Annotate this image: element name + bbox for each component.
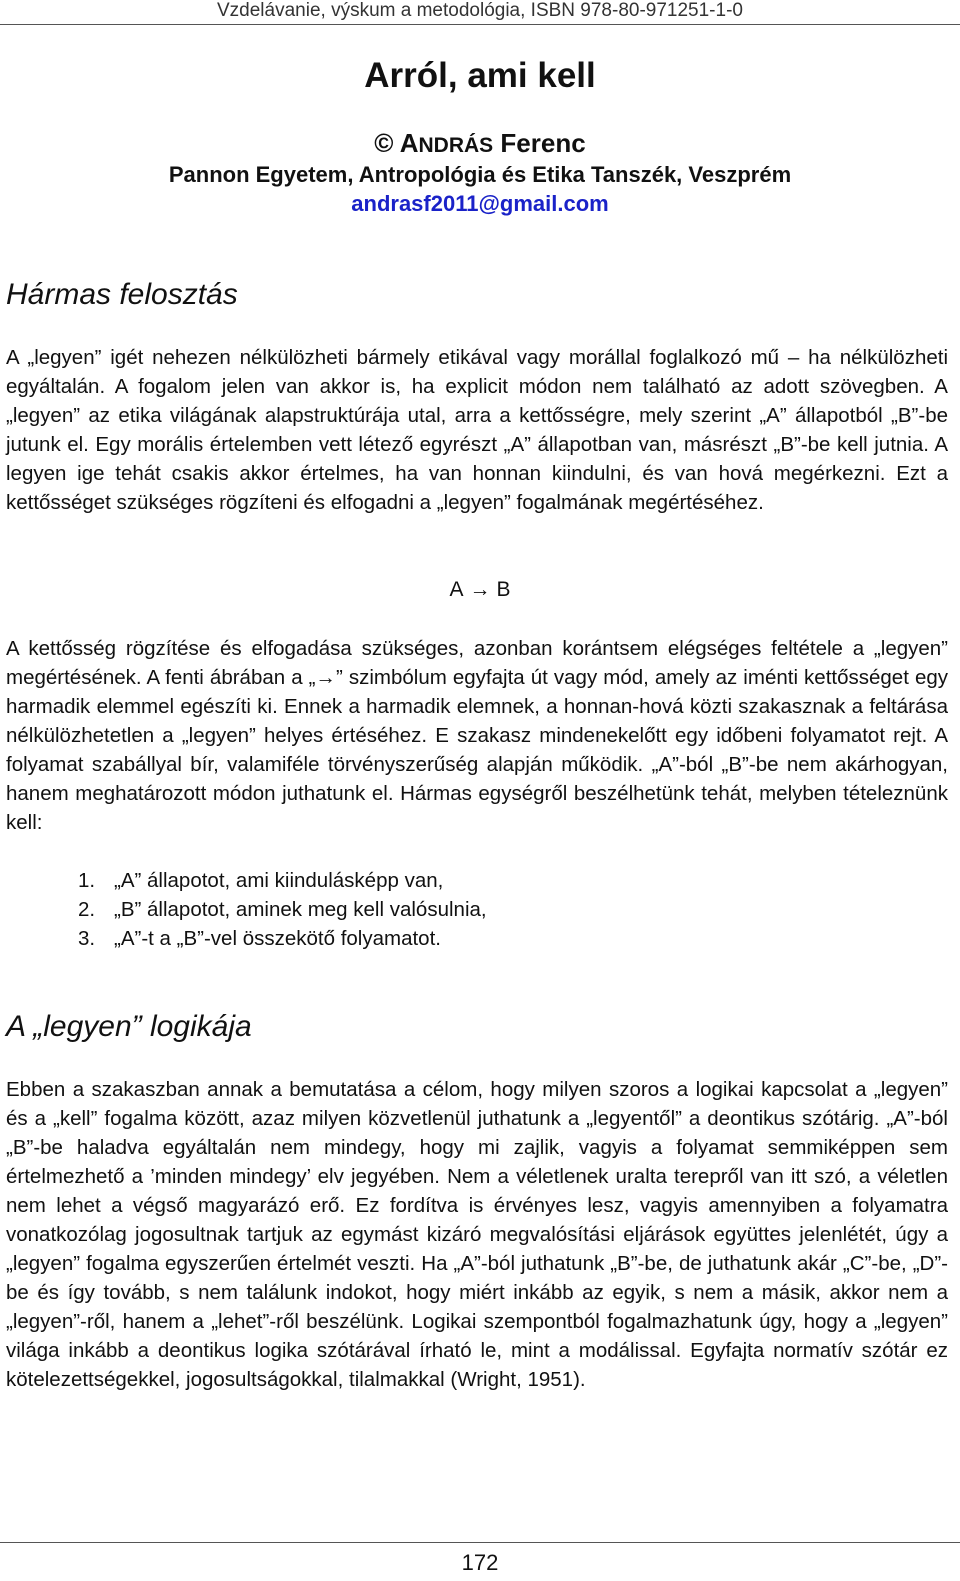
numbered-list: [6, 866, 706, 953]
arrow-icon: →: [469, 578, 491, 601]
list-item-number: 3.: [78, 927, 96, 950]
paragraph-1: A „legyen” igét nehezen nélkülözheti bármely etikával vagy morállal foglalkozó mű – ha nélkülözheti egyáltalán. A fogalom jelen van akkor is, ha explicit módon nem található az adott szövegben. A „legyen” az etika világának alapstruktúrája utal, arra a kettősségre, mely szerint „A” állapotból „B”-be jutunk el. Egy morális értelemben vett létező egyrészt „A” állapotban van, másrészt „B”-be kell jutnia. A legyen ige tehát csakis akkor értelmes, ha van honnan kiindulni, és van hová megérkezni. Ezt a kettősséget szükséges rögzíteni és elfogadni a „legyen” fogalmának megértéséhez.: [6, 346, 948, 514]
formula-left: A: [449, 578, 464, 601]
list-item-number: 1.: [78, 869, 96, 892]
running-header: Vzdelávanie, výskum a metodológia, ISBN 978-80-971251-1-0: [217, 0, 743, 21]
formula-a-to-b: [0, 575, 960, 604]
page-number: 172: [461, 1550, 499, 1575]
list-item: [6, 924, 706, 953]
copyright-symbol: ©: [374, 128, 394, 158]
list-item: [6, 866, 706, 895]
author-surname: [400, 128, 493, 158]
formula-right: B: [496, 578, 511, 601]
paper-title: Arról, ami kell: [364, 56, 596, 95]
section-heading-legyen-logikaja: A „legyen” logikája: [6, 1010, 252, 1043]
paragraph-3: Ebben a szakaszban annak a bemutatása a célom, hogy milyen szoros a logikai kapcsolat a „legyen” és a „kell” fogalma között, azaz milyen közvetlenül juthatunk a „legyentől” a deontikus szótárig. „A”-ból „B”-be haladva egyáltalán nem mindegy, hogy mi zajlik, vagyis a folyamat semmiképpen sem értelmezhető a ’minden mindegy’ elv jegyében. Nem a véletlenek uralta terepről van itt szó, a véletlen nem lehet a végső magyarázó erő. Ez fordítva is érvényes lesz, vagyis amennyiben a folyamatra vonatkozólag jogosultnak tartjuk az egymást kizáró megvalósítási eljárások együttes jelenlétét, úgy a „legyen” fogalma egyszerűen értelmét veszti. Ha „A”-ból juthatunk „B”-be, de juthatunk akár „C”-be, „D”-be és így tovább, s nem találunk indokot, hogy miért inkább az egyik, s nem a másik, akkor nem a „legyen”-ről, hanem a „lehet”-ről beszélünk. Logikai szempontból fogalmazhatunk úgy, hogy a „legyen” világa inkább a deontikus logika szótárával írható le, mint a modálissal. Egyfajta normatív szótár ez kötelezettségekkel, jogosultságokkal, tilalmakkal (Wright, 1951).: [6, 1078, 948, 1391]
list-item-text: „A” állapotot, ami kiindulásképp van,: [114, 869, 444, 892]
list-item-number: 2.: [78, 898, 96, 921]
author-line: [0, 126, 960, 163]
affiliation: Pannon Egyetem, Antropológia és Etika Tanszék, Veszprém: [168, 162, 792, 187]
header-rule: [0, 24, 960, 25]
section-heading-harmas-felosztas: Hármas felosztás: [6, 278, 238, 311]
list-item-text: „A”-t a „B”-vel összekötő folyamatot.: [114, 927, 441, 950]
footer-rule: [0, 1542, 960, 1543]
author-surname-initial: A: [399, 128, 419, 158]
author-surname-rest: NDRÁS: [418, 134, 494, 157]
paragraph-2: A kettősség rögzítése és elfogadása szükséges, azonban korántsem elégséges feltétele a „legyen” megértésének. A fenti ábrában a „→” szimbólum egyfajta út vagy mód, amely az iménti kettősséget egy harmadik elemmel egészíti ki. Ennek a harmadik elemnek, a honnan-hová közti szakasznak a feltárása nélkülözhetetlen a „legyen” helyes értéséhez. E szakasz mindenekelőtt egy időbeni folyamatot rejt. A folyamat szabállyal bír, valamiféle törvényszerűség alapján működik. „A”-ból „B”-be nem akárhogyan, hanem meghatározott módon juthatunk el. Hármas egységről beszélhetünk tehát, melyben tételeznünk kell:: [6, 637, 948, 834]
author-email-link[interactable]: andrasf2011@gmail.com: [351, 191, 609, 216]
author-given-name: Ferenc: [500, 128, 586, 158]
list-item-text: „B” állapotot, aminek meg kell valósulnia,: [114, 898, 487, 921]
list-item: [6, 895, 706, 924]
